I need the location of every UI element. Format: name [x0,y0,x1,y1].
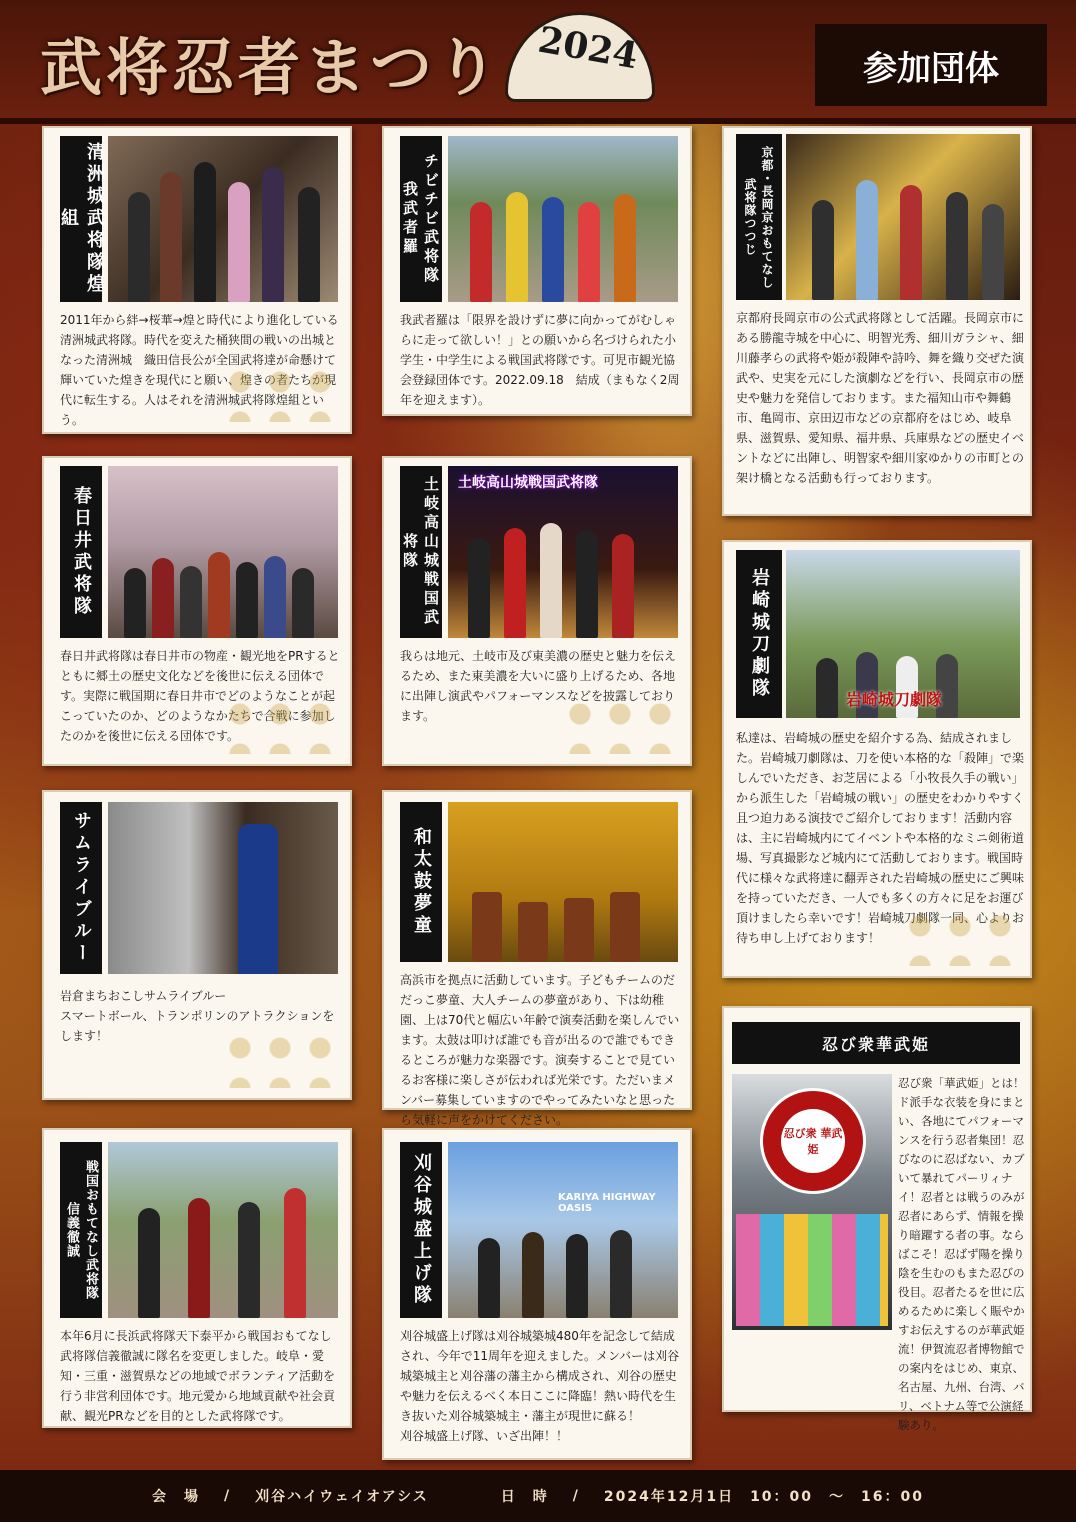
emblem-text: 忍び衆 華武姫 [781,1109,845,1173]
card-label: 和太鼓夢童 [400,802,442,962]
card-toki [382,456,692,766]
card-description: 岩倉まちおこしサムライブルー スマートボール、トランポリンのアトラクションをします！ [60,989,335,1043]
card-iwasaki [722,540,1032,978]
card-kiyosu [42,126,352,434]
card-label: 岩崎城刀劇隊 [736,550,782,718]
kikko-pattern [220,362,340,422]
group-photo [108,466,338,638]
kunoichi-emblem-icon [760,1088,866,1194]
group-photo [786,550,1020,718]
group-photo [448,136,678,302]
card-description: 刈谷城盛上げ隊は刈谷城築城480年を記念して結成され、今年で11周年を迎えました。メンバーは刈谷城築城主と刈谷藩の藩主から構成され、刈谷の歴史や魅力を伝えるべく本日ここに降臨！熱い時代を生き抜いた刈谷城築城主・藩主が現世に蘇る！ 刈谷城盛上げ隊、いざ出陣！！ [400,1329,680,1443]
card-label: 刈谷城盛上げ隊 [400,1142,442,1318]
kikko-pattern [560,694,680,754]
venue-name: 刈谷ハイウェイオアシス [255,1489,429,1505]
card-description: 本年6月に長浜武将隊天下泰平から戦国おもてなし武将隊信義徹誠に隊名を変更しました。岐阜・愛知・三重・滋賀県などの地域でボランティア活動を行う非営利団体です。地元愛から地域貢献や社会貢献、観光PRなどを目的とした武将隊です。 [60,1329,336,1423]
event-year: 2024 [535,18,642,78]
card-wadaiko [382,790,692,1127]
card-kariya [382,1128,692,1460]
card-chibichibi [382,126,692,416]
card-label: 土岐高山城戦国武将隊 [400,466,442,638]
group-photo [448,802,678,962]
group-photo [448,466,678,638]
card-shingi [42,1128,352,1428]
card-description: 高浜市を拠点に活動しています。子どもチームのだだっこ夢童、大人チームの夢童があり、下は幼稚園、上は70代と幅広い年齢で演奏活動を楽しんでいます。太鼓は叩けば誰でも音が出るので誰でもできるところが魅力な楽器です。演奏することで見ているお客様に楽しさが伝われば光栄です。ただいまメンバー募集していますのでやってみたいなと思ったら気軽に声をかけてください。 [400,973,680,1127]
card-label: 京都・長岡京おもてなし武将隊つつじ [736,134,782,300]
card-label: 春日井武将隊 [60,466,102,638]
kikko-pattern [220,1028,340,1088]
card-label: サムライブルー [60,802,102,974]
card-description: 私達は、岩崎城の歴史を紹介する為、結成されました。岩崎城刀劇隊は、刀を使い本格的な「殺陣」で楽しんでいただき、お芝居による「小牧長久手の戦い」から派生した「岩崎城の戦い」の歴史をわかりやすく且つ迫力ある演技でご紹介しております！活動内容は、主に岩崎城内にてイベントや本格的なミニ剣術道場、写真撮影など城内にて活動しております。戦国時代に様々な武将達に翻弄された岩崎城の歴史にご興味を持っていただき、一人でも多くの方々に足をお運び頂けましたら幸いです！岩崎城刀劇隊一同、心よりお待ち申し上げております！ [736,731,1025,945]
card-label: チビチビ武将隊 我武者羅 [400,136,442,302]
card-description: 我らは地元、土岐市及び東美濃の歴史と魅力を伝えるため、また東美濃を大いに盛り上げるため、各地に出陣し演武やパフォーマンスなどを披露しております。 [400,649,677,723]
group-photo [448,1142,678,1318]
card-label: 清洲城武将隊煌組 [60,136,102,302]
card-samurai [42,790,352,1100]
event-date: 2024年12月1日 10：00 〜 16：00 [603,1489,924,1505]
card-description: 我武者羅は「限界を設けずに夢に向かってがむしゃらに走って欲しい！」との願いから名づけられた小学生・中学生による戦国武将隊です。可児市観光協会登録団体です。2022.09.18 結成（まもなく2周年を迎えます）。 [400,313,680,407]
photo-caption: 土岐高山城戦国武将隊 [458,475,598,491]
card-description: 2011年から絆→桜華→煌と時代により進化している清洲城武将隊。時代を変えた桶狭間の戦いの出城となった清洲城 織田信長公が全国武将達が命懸けて輝いていた煌きを現代にと願い、煌きの者たちが現代に転生する。人はそれを清洲城武将隊煌組という。 [60,313,339,427]
event-title: 武将忍者まつり [40,31,503,104]
kikko-pattern [220,694,340,754]
date-label: 日 時 [500,1489,549,1505]
group-photo [108,136,338,302]
section-badge: 参加団体 [815,24,1047,106]
venue-label: 会 場 [152,1489,200,1505]
group-photo [108,802,338,974]
card-nagaokakyo [722,126,1032,516]
card-label: 戦国おもてなし武将隊 信義徹誠 [60,1142,102,1318]
kunoichi-photo [732,1074,892,1330]
kunoichi-title: 忍び衆華武姫 [732,1022,1020,1064]
member-photos [736,1214,888,1326]
separator: / [224,1488,232,1504]
header-divider [0,118,1076,124]
kunoichi-description: 忍び衆「華武姫」とは！ド派手な衣装を身にまとい、各地にてパフォーマンスを行う忍者集団！忍びなのに忍ばない、カブいて暴れてパーリィナイ！忍者とは戦うのみが忍者にあらず、情報を操り暗躍する者の事。ならばこそ！忍ばず陽を操り陰を生むのもまた忍びの役目。忍者たるを世に広めるために楽しく賑やかすお伝えするのが華武姫流！伊賀流忍者博物館での案内をはじめ、東京、名古屋、九州、台湾、バリ、ベトナム等で公演経験あり。 [898,1076,1025,1432]
fan-icon [505,12,655,102]
page-header [0,0,1076,118]
group-photo [108,1142,338,1318]
card-description: 京都府長岡京市の公式武将隊として活躍。長岡京市にある勝龍寺城を中心に、明智光秀、細川ガラシャ、細川藤孝らの武将や姫が殺陣や詩吟、舞を織り交ぜた演武や、史実を元にした演劇などを行い、長岡京市の歴史や魅力を発信しております。また福知山市や舞鶴市、亀岡市、京田辺市などの京都府をはじめ、岐阜県、滋賀県、愛知県、福井県、兵庫県などの歴史イベントなどに出陣し、明智家や細川家ゆかりの市町との架け橋となる活動も行っております。 [736,311,1025,485]
kikko-pattern [900,906,1020,966]
event-footer [0,1470,1076,1522]
photo-caption: KARIYA HIGHWAY OASIS [558,1192,656,1214]
group-photo [786,134,1020,300]
card-description: 春日井武将隊は春日井市の物産・観光地をPRするとともに郷土の歴史文化などを後世に伝える団体です。実際に戦国期に春日井市でどのようなことが起こっていたのか、どのようなかたちで合戦に参加したのかを後世に伝える団体です。 [60,649,340,743]
photo-caption: 岩崎城刀劇隊 [846,690,943,709]
separator: / [572,1488,580,1504]
card-kasugai [42,456,352,766]
